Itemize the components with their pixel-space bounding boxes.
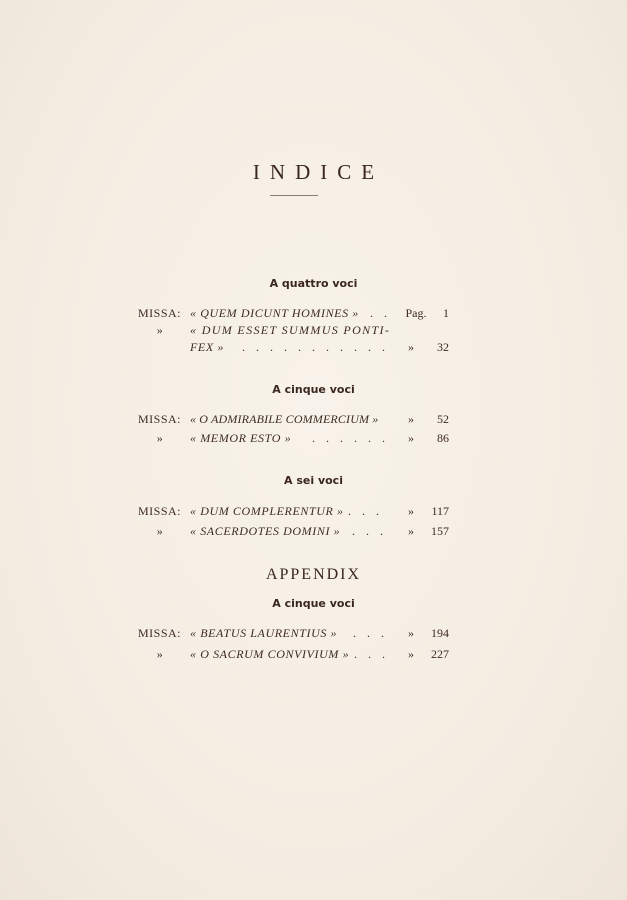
section-heading-sei-voci: A sei voci [284,474,343,487]
page-number: 117 [431,504,449,518]
section-heading-quattro-voci: A quattro voci [269,277,358,290]
entry-title: FEX » [190,340,224,354]
ditto-mark: » [408,647,414,661]
index-entry-continuation[interactable] [0,339,627,355]
ditto-mark: » [408,340,414,354]
page-number: 32 [437,340,449,354]
entry-title: « O SACRUM CONVIVIUM » [190,647,350,661]
ditto-mark: » [156,323,164,337]
section-heading-appendix-cinque-voci: A cinque voci [272,597,355,610]
section-heading-cinque-voci: A cinque voci [272,383,355,396]
page-number: 86 [437,431,449,445]
index-entry[interactable] [0,503,627,519]
dot-leaders: . . . [348,504,383,518]
index-entry[interactable] [0,411,627,427]
entry-title: « DUM ESSET SUMMUS PONTI- [190,323,391,337]
dot-leaders: . . . [353,626,388,640]
index-entry[interactable] [0,322,627,338]
page-number: 1 [443,306,449,320]
index-entry[interactable] [0,430,627,446]
ditto-mark: » [408,504,414,518]
dot-leaders: . . [370,306,391,320]
title-divider [270,195,318,196]
dot-leaders: . . . . . . . . . . . [242,340,389,354]
index-entry[interactable] [0,523,627,539]
dot-leaders: . . . . . . [312,431,389,445]
page-number: 157 [431,524,449,538]
index-entry[interactable] [0,646,627,662]
ditto-mark: » [156,431,164,445]
entry-title: « BEATUS LAURENTIUS » [190,626,338,640]
ditto-mark: » [408,412,414,426]
pag-label: Pag. [405,306,427,320]
entry-title: « DUM COMPLERENTUR » [190,504,344,518]
entry-prefix: MISSA: [138,306,182,320]
appendix-title: APPENDIX [265,566,362,583]
ditto-mark: » [408,524,414,538]
page-number: 52 [437,412,449,426]
entry-title: « O ADMIRABILE COMMERCIUM » [190,412,379,426]
dot-leaders: . . . [354,647,389,661]
page-number: 227 [431,647,449,661]
page-title: INDICE [252,160,385,184]
entry-prefix: MISSA: [138,504,182,518]
ditto-mark: » [408,431,414,445]
entry-title: « SACERDOTES DOMINI » [190,524,341,538]
index-entry[interactable] [0,305,627,321]
entry-title: « QUEM DICUNT HOMINES » [190,306,359,320]
index-entry[interactable] [0,625,627,641]
ditto-mark: » [408,626,414,640]
entry-prefix: MISSA: [138,626,182,640]
ditto-mark: » [156,524,164,538]
page-number: 194 [431,626,449,640]
ditto-mark: » [156,647,164,661]
entry-prefix: MISSA: [138,412,182,426]
dot-leaders: . . . [352,524,387,538]
entry-title: « MEMOR ESTO » [190,431,292,445]
